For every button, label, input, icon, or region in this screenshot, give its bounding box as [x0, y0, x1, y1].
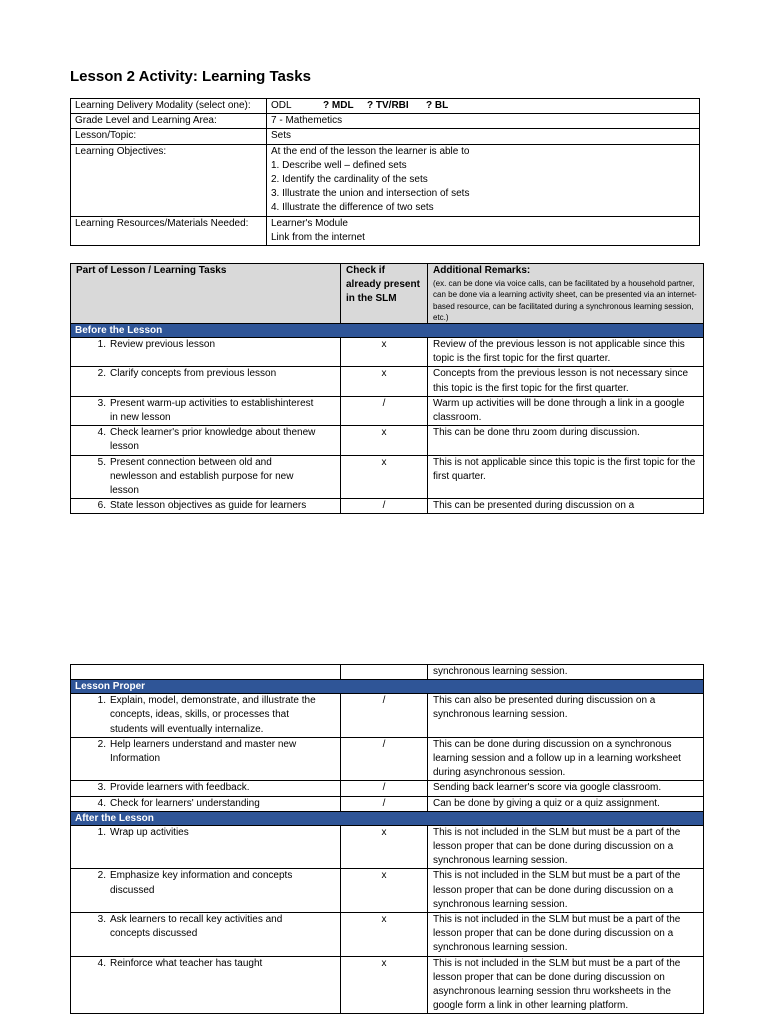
modality-option-mdl[interactable]: ? MDL: [323, 100, 354, 111]
task-cell: [71, 913, 341, 957]
task-cell: [71, 694, 341, 738]
task-text: Check for learners' understanding: [110, 797, 260, 809]
table-row: [71, 499, 704, 514]
learning-tasks-table-continued: [70, 664, 704, 1014]
resources-row: [71, 216, 700, 245]
task-number: 4.: [97, 797, 106, 809]
check-cell: /: [341, 781, 428, 796]
task-number: 2.: [97, 870, 106, 882]
task-cell: [71, 737, 341, 781]
check-cell: /: [341, 694, 428, 738]
task-cell: [71, 781, 341, 796]
remark-cell: Concepts from the previous lesson is not necessary since this topic is the first topic for the first quarter.: [428, 367, 704, 396]
task-cell: [71, 367, 341, 396]
remark-cell: Can be done by giving a quiz or a quiz assignment.: [428, 796, 704, 811]
task-cell: [71, 455, 341, 499]
task-cell: [71, 338, 341, 367]
table-row: [71, 737, 704, 781]
task-number: 4.: [97, 957, 106, 969]
task-number: 4.: [97, 427, 106, 439]
objectives-row: [71, 144, 700, 216]
section-before-lesson: [71, 324, 704, 338]
table-row: [71, 781, 704, 796]
remark-cell: This can be presented during discussion on a: [428, 499, 704, 514]
remark-cell: This is not applicable since this topic is the first topic for the first quarter.: [428, 455, 704, 499]
section-label: After the Lesson: [71, 811, 704, 825]
task-number: 1.: [97, 826, 106, 838]
task-text: Emphasize key information and concepts discussed: [110, 870, 293, 896]
section-label: Lesson Proper: [71, 680, 704, 694]
section-lesson-proper: [71, 680, 704, 694]
check-cell: /: [341, 737, 428, 781]
task-text: Review previous lesson: [110, 339, 216, 351]
topic-value: Sets: [267, 129, 700, 144]
task-cell: [71, 665, 341, 680]
check-cell: x: [341, 956, 428, 1014]
task-number: 3.: [97, 782, 106, 794]
topic-label: Lesson/Topic:: [71, 129, 267, 144]
grade-value: 7 - Mathemetics: [267, 114, 700, 129]
remark-cell: Warm up activities will be done through a link in a google classroom.: [428, 396, 704, 425]
task-number: 1.: [97, 339, 106, 351]
remark-cell: Sending back learner's score via google classroom.: [428, 781, 704, 796]
task-text: Present warm-up activities to establishinterest in new lesson: [110, 397, 314, 424]
check-cell: /: [341, 396, 428, 425]
table-row: [71, 426, 704, 455]
check-cell: x: [341, 367, 428, 396]
task-text: Reinforce what teacher has taught: [110, 957, 263, 969]
objective-line: 1. Describe well – defined sets: [271, 159, 407, 171]
check-cell: x: [341, 338, 428, 367]
table-row: [71, 796, 704, 811]
objectives-list: [267, 144, 700, 216]
section-after-lesson: [71, 811, 704, 825]
task-text: Ask learners to recall key activities and concepts discussed: [110, 914, 283, 940]
header-check: Check if already present in the SLM: [341, 264, 428, 324]
task-cell: [71, 825, 341, 869]
grade-label: Grade Level and Learning Area:: [71, 114, 267, 129]
task-cell: [71, 426, 341, 455]
modality-option-tvrbi[interactable]: ? TV/RBI: [367, 100, 409, 111]
table-row: [71, 956, 704, 1014]
check-cell: /: [341, 499, 428, 514]
task-cell: [71, 796, 341, 811]
check-cell: /: [341, 796, 428, 811]
table-row: [71, 396, 704, 425]
task-text: Present connection between old and newlesson and establish purpose for new lesson: [110, 456, 294, 497]
remark-cell: This can be done during discussion on a synchronous learning session and a follow up in a learning worksheet during asynchronous session.: [428, 737, 704, 781]
resource-line: Link from the internet: [271, 231, 365, 243]
table-row: [71, 825, 704, 869]
objective-line: 3. Illustrate the union and intersection of sets: [271, 188, 470, 200]
modality-label: Learning Delivery Modality (select one):: [71, 99, 267, 114]
check-cell: x: [341, 869, 428, 913]
remark-cell: This is not included in the SLM but must be a part of the lesson proper that can be done during discussion on a synchronous learning session.: [428, 825, 704, 869]
section-label: Before the Lesson: [71, 324, 704, 338]
task-text: Check learner's prior knowledge about thenew lesson: [110, 427, 316, 453]
task-text: Provide learners with feedback.: [110, 782, 250, 794]
remark-cell: This can also be presented during discussion on a synchronous learning session.: [428, 694, 704, 738]
remark-cell: This is not included in the SLM but must be a part of the lesson proper that can be done during discussion on a synchronous learning session.: [428, 913, 704, 957]
task-number: 2.: [97, 738, 106, 750]
objective-line: At the end of the lesson the learner is able to: [271, 145, 470, 157]
remark-cell: This is not included in the SLM but must be a part of the lesson proper that can be done during discussion on a synchronous learning session.: [428, 869, 704, 913]
check-cell: x: [341, 455, 428, 499]
task-cell: [71, 956, 341, 1014]
task-text: State lesson objectives as guide for learners: [110, 500, 307, 512]
table-header-row: [71, 264, 704, 324]
remark-cell: This can be done thru zoom during discussion.: [428, 426, 704, 455]
task-text: Wrap up activities: [110, 826, 189, 838]
page-title: Lesson 2 Activity: Learning Tasks: [70, 68, 311, 85]
resources-list: [267, 216, 700, 245]
task-number: 2.: [97, 368, 106, 380]
task-number: 1.: [97, 695, 106, 707]
header-remarks-sub: (ex. can be done via voice calls, can be facilitated by a household partner, can be done via a learning activity sheet, can be presented via an internet- based resource, can be facilitated during a synchronous learning session, etc.): [433, 279, 697, 322]
table-row: [71, 665, 704, 680]
task-cell: [71, 499, 341, 514]
check-cell: [341, 665, 428, 680]
check-cell: x: [341, 825, 428, 869]
header-part: Part of Lesson / Learning Tasks: [71, 264, 341, 324]
header-remarks: [428, 264, 704, 324]
remark-cell: This is not included in the SLM but must be a part of the lesson proper that can be done during discussion on asynchronous learning session thru worksheets in the google form a link in other learning platform.: [428, 956, 704, 1014]
check-cell: x: [341, 426, 428, 455]
header-remarks-title: Additional Remarks:: [433, 265, 531, 276]
check-cell: x: [341, 913, 428, 957]
table-row: [71, 869, 704, 913]
resources-label: Learning Resources/Materials Needed:: [71, 216, 267, 245]
task-cell: [71, 869, 341, 913]
remark-cell: synchronous learning session.: [428, 665, 704, 680]
table-row: [71, 694, 704, 738]
objective-line: 4. Illustrate the difference of two sets: [271, 202, 434, 214]
modality-row: [71, 99, 700, 114]
modality-options: [267, 99, 700, 114]
table-row: [71, 367, 704, 396]
objective-line: 2. Identify the cardinality of the sets: [271, 174, 428, 186]
task-cell: [71, 396, 341, 425]
task-text: Explain, model, demonstrate, and illustrate the concepts, ideas, skills, or processes that students will eventually internalize.: [110, 695, 316, 735]
modality-option-bl[interactable]: ? BL: [426, 100, 449, 111]
objectives-label: Learning Objectives:: [71, 144, 267, 216]
task-text: Help learners understand and master new Information: [110, 738, 297, 765]
grade-row: [71, 114, 700, 129]
table-row: [71, 338, 704, 367]
task-number: 3.: [97, 914, 106, 926]
table-row: [71, 913, 704, 957]
learning-tasks-table: [70, 263, 704, 514]
task-number: 3.: [97, 397, 106, 409]
table-row: [71, 455, 704, 499]
task-number: 6.: [97, 500, 106, 512]
remark-cell: Review of the previous lesson is not applicable since this topic is the first topic for the first quarter.: [428, 338, 704, 367]
modality-option-odl[interactable]: ODL: [271, 100, 292, 111]
lesson-info-table: [70, 98, 700, 246]
task-text: Clarify concepts from previous lesson: [110, 368, 277, 380]
topic-row: [71, 129, 700, 144]
resource-line: Learner's Module: [271, 217, 348, 229]
task-number: 5.: [97, 456, 106, 468]
